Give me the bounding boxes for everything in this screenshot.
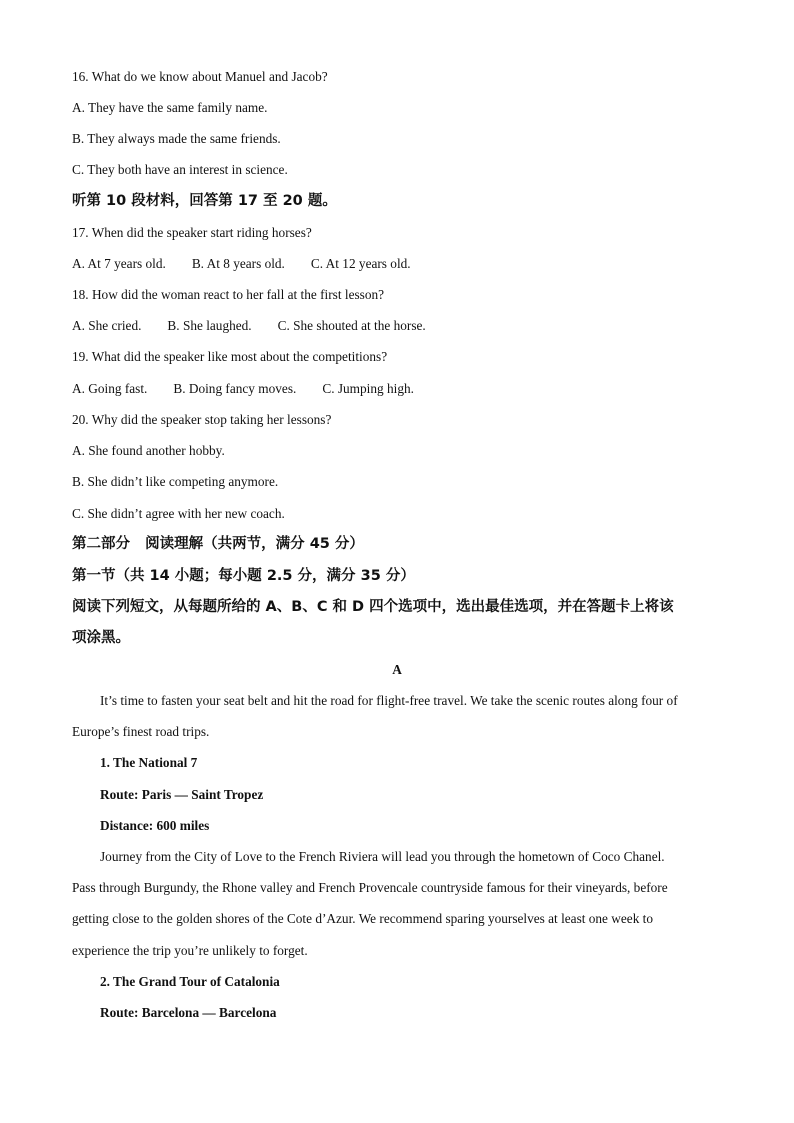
instruction-line-1: 阅读下列短文，从每题所给的 A、B、C 和 D 四个选项中，选出最佳选项，并在答题卡上将该 <box>72 599 674 615</box>
intro-line-1: It’s time to fasten your seat belt and hit the road for flight-free travel. We take the scenic routes along four of <box>100 693 678 708</box>
question-19-stem: 19. What did the speaker like most about the competitions? <box>72 349 388 364</box>
trip-1-desc-line-2: Pass through Burgundy, the Rhone valley and French Provencale countryside famous for their vineyards, before <box>72 880 668 895</box>
question-18-option-a: A. She cried. <box>72 318 142 333</box>
question-19-options <box>72 380 414 398</box>
question-16-option-a: A. They have the same family name. <box>72 100 268 115</box>
question-20-option-b: B. She didn’t like competing anymore. <box>72 474 279 489</box>
question-18-option-c: C. She shouted at the horse. <box>277 318 426 333</box>
question-17-option-c: C. At 12 years old. <box>310 256 411 271</box>
question-18-option-b: B. She laughed. <box>167 318 252 333</box>
question-20-stem: 20. Why did the speaker stop taking her lessons? <box>72 412 332 427</box>
section-1-heading: 第一节（共 14 小题；每小题 2.5 分，满分 35 分） <box>72 568 415 584</box>
question-16-option-b: B. They always made the same friends. <box>72 131 281 146</box>
instruction-line-2: 项涂黑。 <box>72 630 130 646</box>
question-20-option-c: C. She didn’t agree with her new coach. <box>72 506 285 521</box>
intro-line-2: Europe’s finest road trips. <box>72 724 210 739</box>
question-16-option-c: C. They both have an interest in science. <box>72 162 288 177</box>
question-19-option-a: A. Going fast. <box>72 381 148 396</box>
passage-label: A <box>392 662 402 677</box>
question-18-options <box>72 317 426 335</box>
question-19-option-c: C. Jumping high. <box>322 381 414 396</box>
question-16-stem: 16. What do we know about Manuel and Jacob? <box>72 69 328 84</box>
question-20-option-a: A. She found another hobby. <box>72 443 225 458</box>
question-19-option-b: B. Doing fancy moves. <box>173 381 297 396</box>
part-2-heading: 第二部分 阅读理解（共两节，满分 45 分） <box>72 536 364 552</box>
trip-1-desc-line-4: experience the trip you’re unlikely to forget. <box>72 943 308 958</box>
question-17-options <box>72 255 411 273</box>
trip-1-desc-line-1: Journey from the City of Love to the French Riviera will lead you through the hometown of Coco Chanel. <box>100 849 665 864</box>
trip-1-desc-line-3: getting close to the golden shores of the Cote d’Azur. We recommend sparing yourselves at least one week to <box>72 911 654 926</box>
trip-2-route: Route: Barcelona — Barcelona <box>100 1005 277 1020</box>
question-17-option-b: B. At 8 years old. <box>191 256 285 271</box>
trip-1-distance: Distance: 600 miles <box>100 818 210 833</box>
question-17-stem: 17. When did the speaker start riding horses? <box>72 225 312 240</box>
question-17-option-a: A. At 7 years old. <box>72 256 166 271</box>
trip-2-title: 2. The Grand Tour of Catalonia <box>100 974 280 989</box>
question-18-stem: 18. How did the woman react to her fall at the first lesson? <box>72 287 385 302</box>
trip-1-route: Route: Paris — Saint Tropez <box>100 787 264 802</box>
section-10-heading: 听第 10 段材料，回答第 17 至 20 题。 <box>72 193 337 209</box>
trip-1-title: 1. The National 7 <box>100 755 198 770</box>
